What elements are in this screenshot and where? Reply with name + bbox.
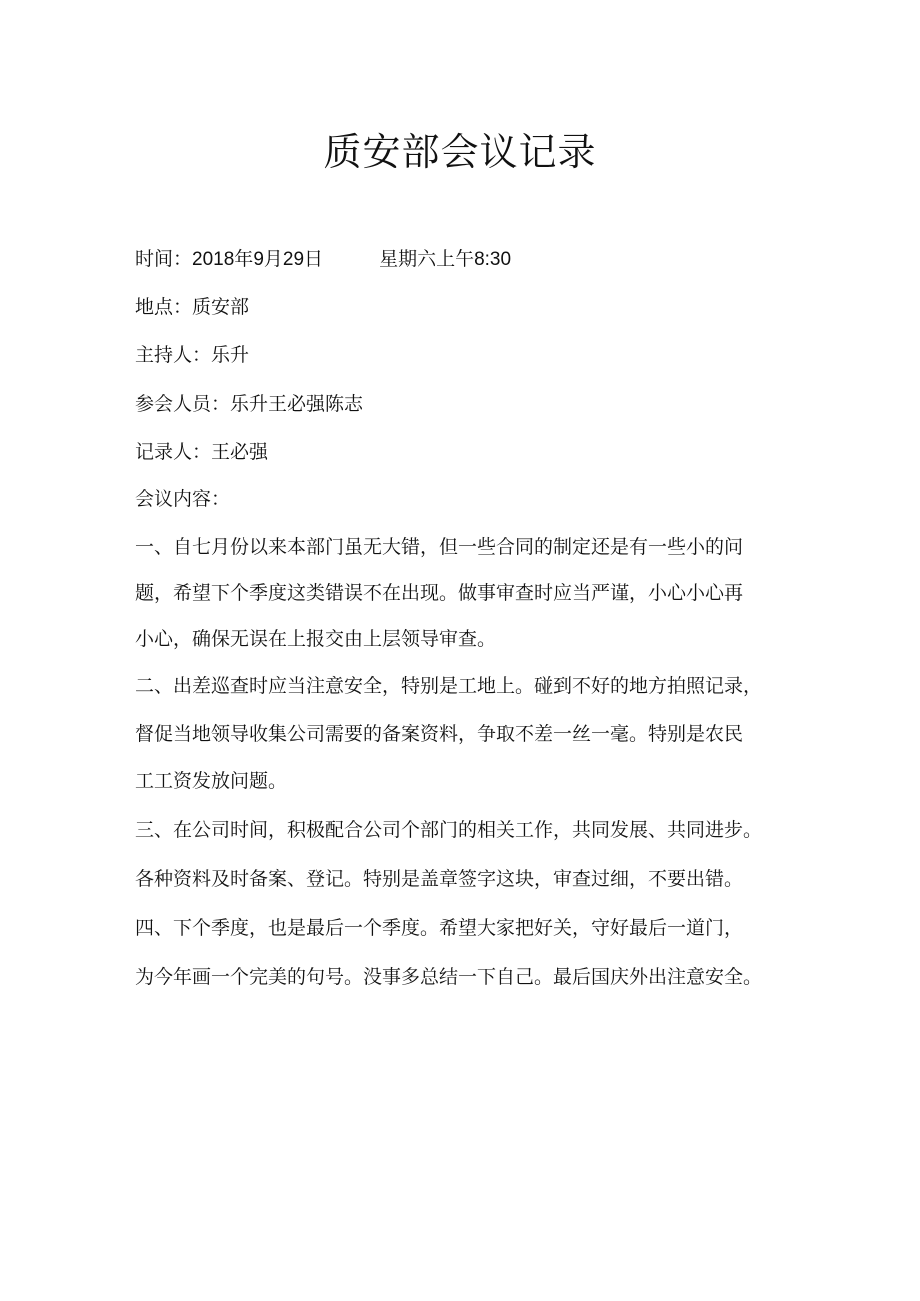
time-clock: 8:30 — [474, 249, 512, 270]
content-line: 工工资发放问题。 — [135, 770, 288, 792]
meeting-attendees: 参会人员：乐升王必强陈志 — [135, 393, 364, 415]
time-day: 29 — [282, 249, 305, 270]
content-label: 会议内容： — [135, 488, 231, 510]
meeting-host: 主持人：乐升 — [135, 344, 250, 366]
content-line: 督促当地领导收集公司需要的备案资料，争取不差一丝一毫。特别是农民 — [135, 723, 744, 745]
content-line: 各种资料及时备案、登记。特别是盖章签字这块，审查过细，不要出错。 — [135, 868, 744, 890]
content-line: 为今年画一个完美的句号。没事多总结一下自己。最后国庆外出注意安全。 — [135, 966, 763, 988]
content-line: 四、下个季度，也是最后一个季度。希望大家把好关，守好最后一道门， — [135, 917, 744, 939]
time-label: 时间： — [135, 248, 193, 270]
time-year: 2018 — [192, 249, 235, 270]
content-line: 一、自七月份以来本部门虽无大错，但一些合同的制定还是有一些小的问 — [135, 536, 744, 558]
meeting-time — [135, 246, 511, 273]
content-line: 二、出差巡查时应当注意安全，特别是工地上。碰到不好的地方拍照记录， — [135, 675, 763, 697]
content-line: 题，希望下个季度这类错误不在出现。做事审查时应当严谨，小心小心再 — [135, 582, 744, 604]
meeting-location: 地点：质安部 — [135, 296, 250, 318]
time-weekday: 星期六上午 — [379, 248, 475, 270]
page-title: 质安部会议记录 — [323, 130, 597, 174]
time-year-unit: 年 — [234, 248, 254, 270]
time-day-unit: 日 — [304, 248, 324, 270]
content-line: 小心，确保无误在上报交由上层领导审查。 — [135, 628, 497, 650]
content-line: 三、在公司时间，积极配合公司个部门的相关工作，共同发展、共同进步。 — [135, 819, 763, 841]
meeting-recorder: 记录人：王必强 — [135, 441, 269, 463]
time-month-unit: 月 — [263, 248, 283, 270]
time-month: 9 — [253, 249, 264, 270]
